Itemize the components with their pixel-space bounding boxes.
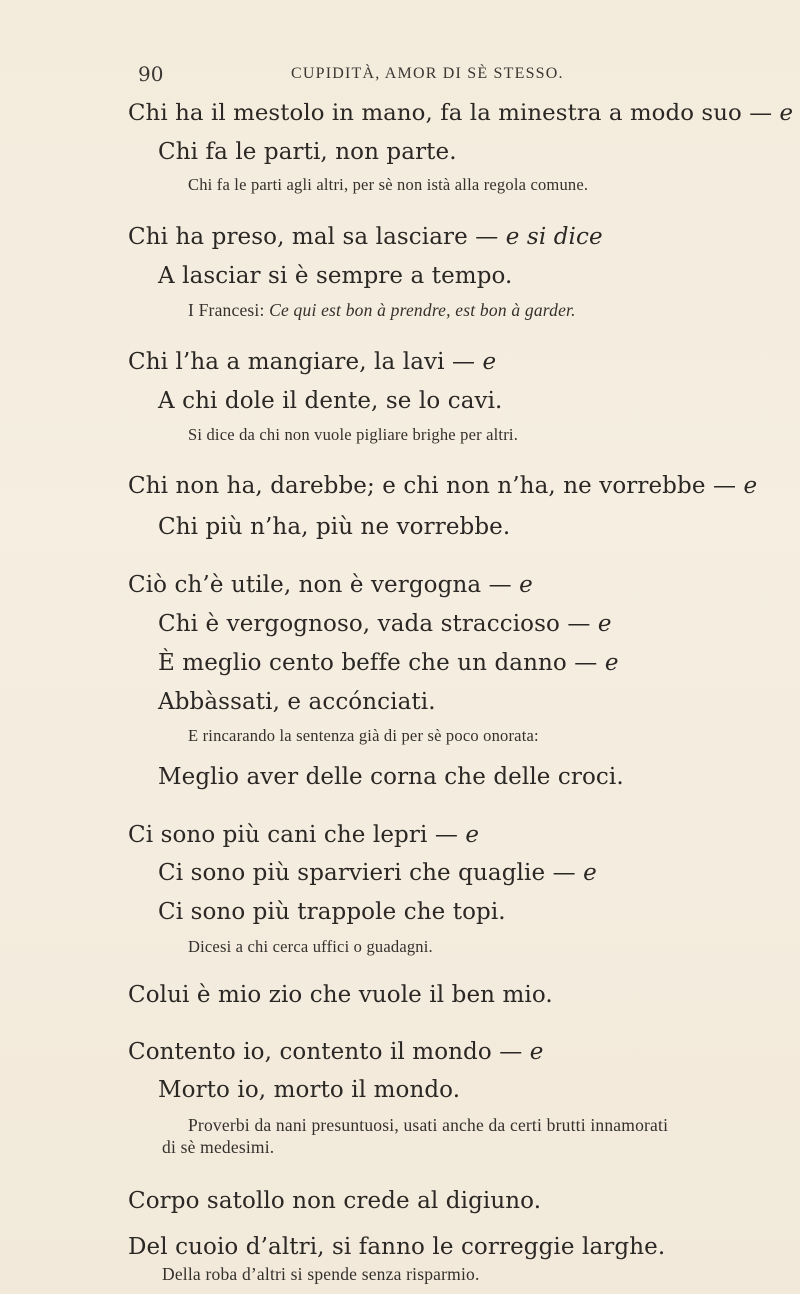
dash: —: [444, 349, 483, 375]
proverb-line: [128, 1039, 543, 1065]
note-text: di sè medesimi.: [162, 1137, 275, 1157]
proverb-text: È meglio cento beffe che un danno: [158, 650, 567, 676]
proverb-text: Morto io, morto il mondo.: [158, 1077, 461, 1103]
proverb-text: Chi ha il mestolo in mano, fa la minestra a modo suo: [128, 100, 742, 126]
commentary-note: [162, 1264, 480, 1285]
page-header: [138, 62, 658, 86]
running-title: CUPIDITÀ, AMOR DI SÈ STESSO.: [291, 65, 564, 82]
dash: —: [545, 860, 584, 886]
proverb-line: [128, 1188, 541, 1214]
proverb-line: [128, 224, 603, 250]
proverb-text: Chi è vergognoso, vada straccioso: [158, 611, 560, 637]
conjunction: e si dice: [505, 224, 603, 250]
proverb-text: Del cuoio d’altri, si fanno le correggie larghe.: [128, 1234, 666, 1260]
proverb-text: Abbàssati, e accónciati.: [158, 689, 436, 715]
proverb-text: Chi non ha, darebbe; e chi non n’ha, ne vorrebbe: [128, 473, 706, 499]
proverb-text: Chi fa le parti, non parte.: [158, 139, 457, 165]
commentary-note: [188, 175, 588, 195]
note-text: Chi fa le parti agli altri, per sè non istà alla regola comune.: [188, 175, 589, 194]
conjunction: e: [519, 572, 533, 598]
proverb-line: [158, 650, 619, 676]
proverb-line: [128, 982, 553, 1008]
proverb-line: [128, 1234, 665, 1260]
dash: —: [559, 611, 598, 637]
dash: —: [427, 822, 466, 848]
commentary-note: [188, 726, 539, 746]
conjunction: e: [529, 1039, 544, 1065]
conjunction: e: [743, 473, 758, 499]
dash: —: [467, 224, 506, 250]
proverb-text: Meglio aver delle corna che delle croci.: [158, 764, 624, 790]
proverb-text: A lasciar si è sempre a tempo.: [158, 263, 513, 289]
dash: —: [705, 473, 744, 499]
conjunction: e: [779, 100, 794, 126]
proverb-text: Corpo satollo non crede al digiuno.: [128, 1188, 542, 1214]
conjunction: e: [604, 650, 619, 676]
proverb-line: [158, 388, 502, 414]
commentary-note: [162, 1137, 274, 1158]
dash: —: [566, 650, 605, 676]
proverb-text: Ci sono più cani che lepri: [128, 822, 428, 848]
proverb-text: Ci sono più sparvieri che quaglie: [158, 860, 546, 886]
note-text: Si dice da chi non vuole pigliare brighe per altri.: [188, 425, 519, 444]
page-number: 90: [138, 62, 164, 86]
proverb-line: [158, 899, 506, 925]
proverb-text: Ci sono più trappole che topi.: [158, 899, 506, 925]
conjunction: e: [583, 860, 597, 886]
proverb-line: [158, 764, 624, 790]
proverb-line: [158, 611, 612, 637]
commentary-note: [188, 937, 433, 957]
proverb-text: Colui è mio zio che vuole il ben mio.: [128, 982, 553, 1008]
proverb-text: Chi più n’ha, più ne vorrebbe.: [158, 514, 511, 540]
proverb-text: Ciò ch’è utile, non è vergogna: [128, 572, 482, 598]
conjunction: e: [482, 349, 497, 375]
proverb-line: [158, 1077, 460, 1103]
note-text: Proverbi da nani presuntuosi, usati anche da certi brutti innamorati: [188, 1115, 669, 1135]
proverb-line: [158, 860, 597, 886]
dash: —: [741, 100, 780, 126]
proverb-line: [128, 473, 757, 499]
conjunction: e: [597, 611, 612, 637]
proverb-line: [128, 100, 793, 126]
note-text: I Francesi:: [188, 300, 270, 320]
proverb-text: Chi l’ha a mangiare, la lavi: [128, 349, 445, 375]
french-quote: Ce qui est bon à prendre, est bon à garder.: [269, 300, 576, 320]
proverb-line: [158, 139, 457, 165]
proverb-line: [128, 349, 496, 375]
proverb-line: [128, 572, 533, 598]
proverb-line: [158, 689, 436, 715]
commentary-note: [188, 300, 576, 321]
note-text: Della roba d’altri si spende senza risparmio.: [162, 1264, 480, 1284]
commentary-note: [188, 425, 518, 445]
proverb-text: A chi dole il dente, se lo cavi.: [158, 388, 503, 414]
dash: —: [491, 1039, 530, 1065]
note-text: Dicesi a chi cerca uffici o guadagni.: [188, 937, 433, 956]
proverb-text: Chi ha preso, mal sa lasciare: [128, 224, 468, 250]
proverb-text: Contento io, contento il mondo: [128, 1039, 492, 1065]
commentary-note: [188, 1115, 668, 1136]
proverb-line: [128, 822, 479, 848]
conjunction: e: [465, 822, 480, 848]
note-text: E rincarando la sentenza già di per sè poco onorata:: [188, 726, 539, 745]
proverb-line: [158, 514, 510, 540]
proverb-line: [158, 263, 512, 289]
dash: —: [481, 572, 520, 598]
